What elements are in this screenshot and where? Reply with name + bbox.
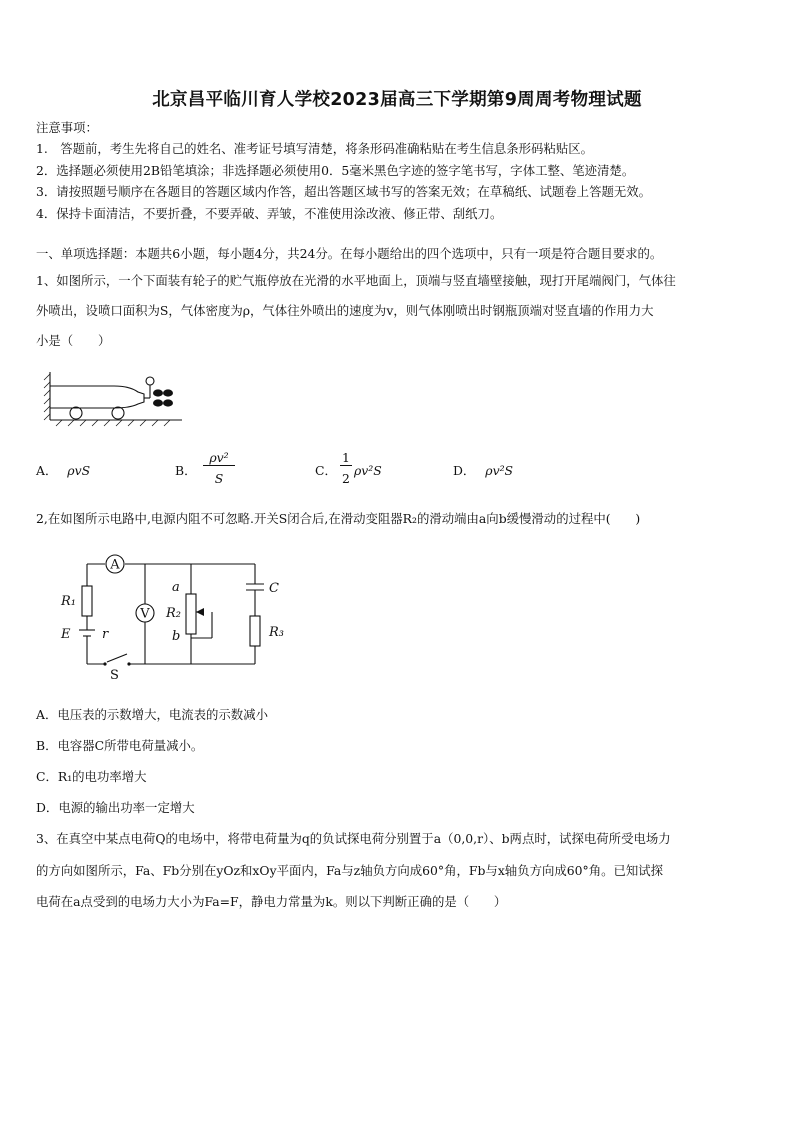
q3-line-3: 电荷在a点受到的电场力大小为Fa=F，静电力常量为k。则以下判断正确的是（ ） xyxy=(36,894,507,909)
option-label: D． xyxy=(453,463,476,478)
r1-label: R₁ xyxy=(61,594,76,609)
q1-option-b[interactable] xyxy=(175,462,197,480)
q2-option-b[interactable]: B．电容器C所带电荷量减小。 xyxy=(36,738,204,753)
notice-item-1: 1. 答题前，考生先将自己的姓名、准考证号填写清楚，将条形码准确粘贴在考生信息条形码粘贴区。 xyxy=(36,141,594,156)
q3-line-2: 的方向如图所示，Fa、Fb分别在yOz和xOy平面内，Fa与z轴负方向成60°角，Fb与x轴负方向成60°角。已知试探 xyxy=(36,863,664,878)
option-label: C． xyxy=(315,463,337,478)
switch-label: S xyxy=(110,668,119,682)
fraction-denominator: S xyxy=(214,471,224,486)
emf-label: E xyxy=(61,627,71,642)
formula: ρvS xyxy=(67,463,91,478)
exam-title: 北京昌平临川育人学校2023届高三下学期第9周周考物理试题 xyxy=(152,90,642,110)
option-label: B． xyxy=(175,463,197,478)
q1-line-3: 小是（ ） xyxy=(36,333,111,348)
voltmeter-symbol: V xyxy=(140,606,150,622)
q2-stem: 2,在如图所示电路中,电源内阻不可忽略.开关S闭合后,在滑动变阻器R₂的滑动端由a向b缓慢滑动的过程中( ) xyxy=(36,511,641,526)
terminal-b-label: b xyxy=(172,629,181,644)
formula: ρv²S xyxy=(485,463,514,478)
notice-item-3: 3．请按照题号顺序在各题目的答题区域内作答，超出答题区域书写的答案无效；在草稿纸、试题卷上答题无效。 xyxy=(36,184,652,199)
capacitor-label: C xyxy=(269,581,279,596)
r2-label: R₂ xyxy=(166,606,181,621)
q1-line-1: 1、如图所示，一个下面装有轮子的贮气瓶停放在光滑的水平地面上，顶端与竖直墙壁接触，现打开尾端阀门，气体往 xyxy=(36,273,676,288)
option-label: A． xyxy=(36,463,58,478)
r3-label: R₃ xyxy=(269,625,284,640)
notice-heading: 注意事项： xyxy=(36,120,98,135)
internal-resistance-label: r xyxy=(102,627,109,642)
fraction-numerator: 1 xyxy=(340,450,352,466)
gas-cylinder-figure xyxy=(42,368,192,428)
terminal-a-label: a xyxy=(172,580,180,595)
q1-option-d[interactable] xyxy=(453,462,513,480)
q2-option-a[interactable]: A．电压表的示数增大，电流表的示数减小 xyxy=(36,707,268,722)
circuit-diagram xyxy=(55,546,295,682)
q3-line-1: 3、在真空中某点电荷Q的电场中，将带电荷量为q的负试探电荷分别置于a（0,0,r）、b两点时，试探电荷所受电场力 xyxy=(36,831,671,846)
q1-option-c[interactable] xyxy=(315,462,337,480)
fraction-denominator: 2 xyxy=(342,471,350,486)
q1-line-2: 外喷出，设喷口面积为S，气体密度为ρ，气体往外喷出的速度为v，则气体刚喷出时钢瓶顶端对竖直墙的作用力大 xyxy=(36,303,654,318)
q1-option-a[interactable] xyxy=(36,462,90,480)
formula: ρv²S xyxy=(354,463,382,478)
q2-option-d[interactable]: D．电源的输出功率一定增大 xyxy=(36,800,195,815)
section-intro: 一、单项选择题：本题共6小题，每小题4分，共24分。在每小题给出的四个选项中，只有一项是符合题目要求的。 xyxy=(36,246,663,261)
ammeter-symbol: A xyxy=(110,557,120,573)
q2-option-c[interactable]: C．R₁的电功率增大 xyxy=(36,769,147,784)
fraction-numerator: ρv² xyxy=(203,450,235,466)
notice-item-4: 4．保持卡面清洁，不要折叠，不要弄破、弄皱，不准使用涂改液、修正带、刮纸刀。 xyxy=(36,206,503,221)
notice-item-2: 2．选择题必须使用2B铅笔填涂；非选择题必须使用0．5毫米黑色字迹的签字笔书写，字体工整、笔迹清楚。 xyxy=(36,163,635,178)
